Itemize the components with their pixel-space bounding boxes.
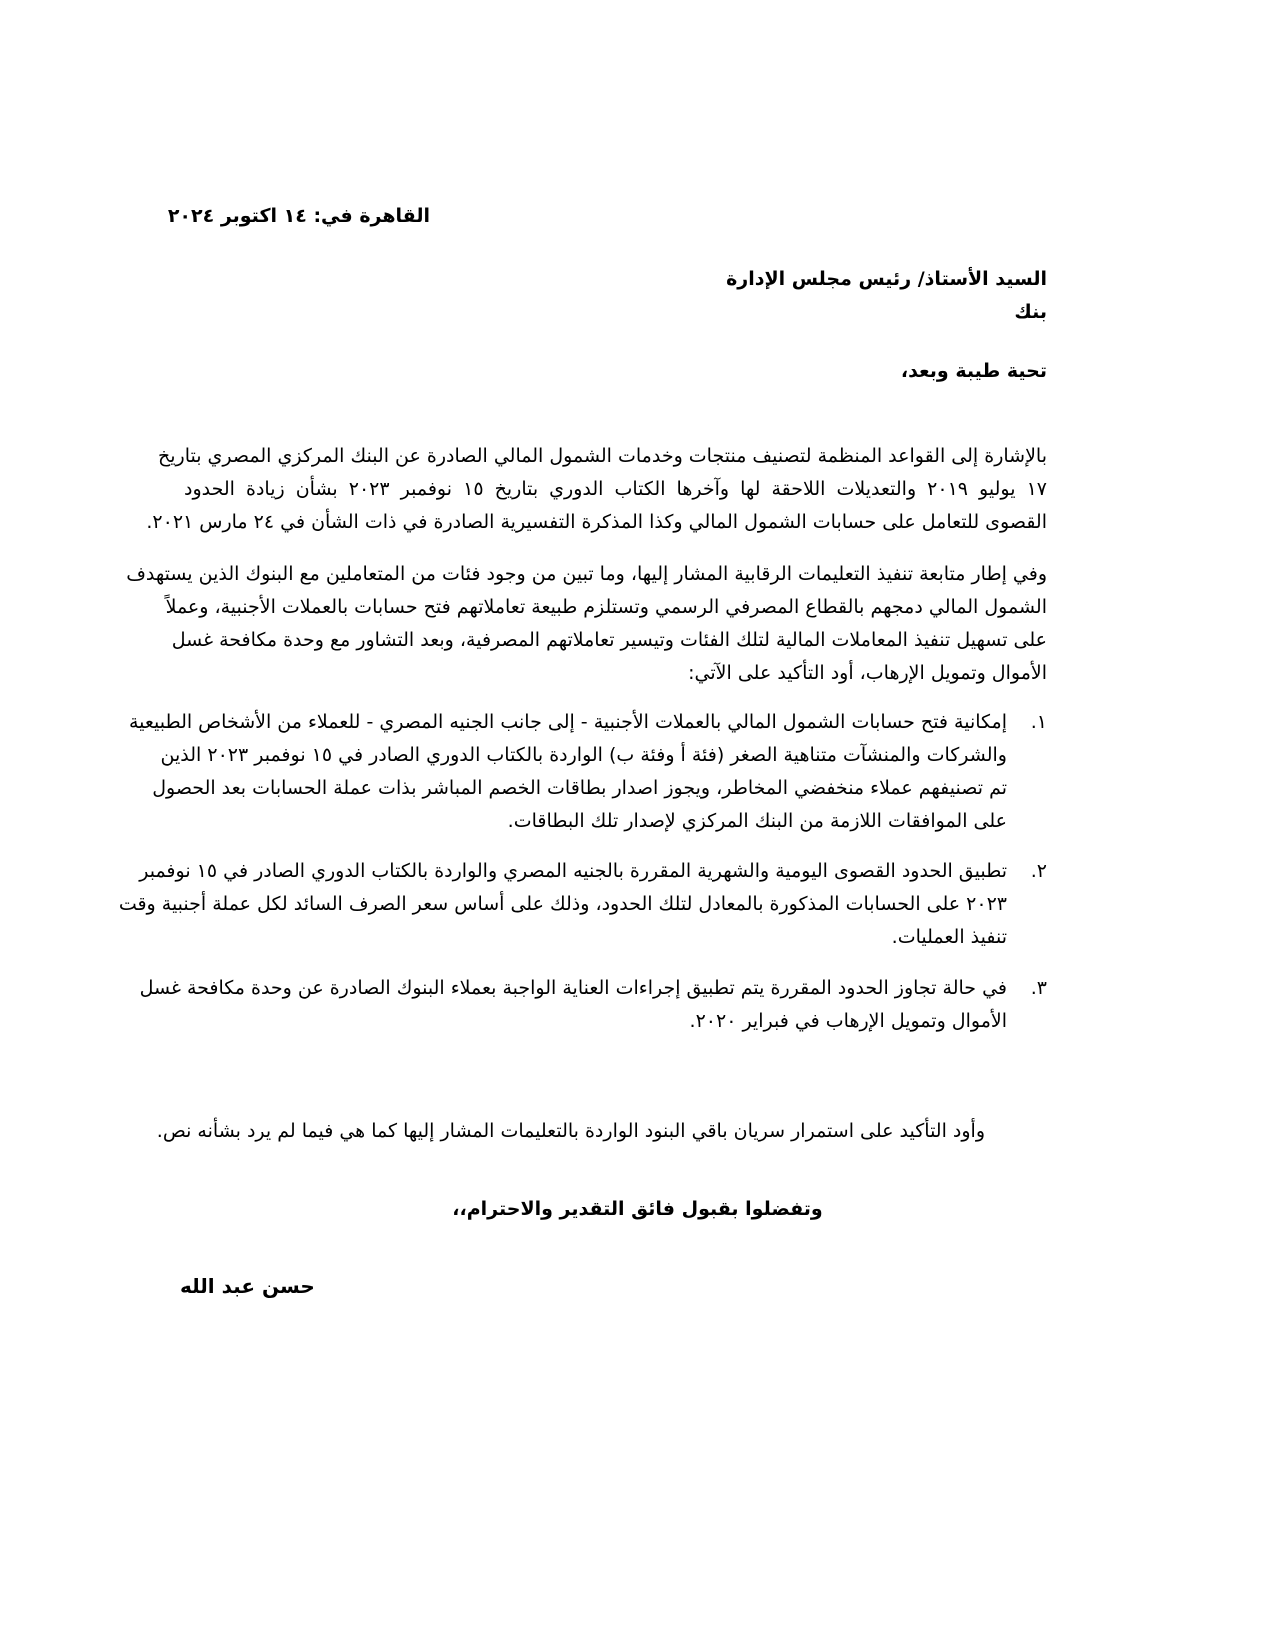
list-item-body	[139, 972, 1007, 1038]
list-item-body	[118, 855, 1007, 954]
paragraph-line: تم تصنيفهم عملاء منخفضي المخاطر، ويجوز اصدار بطاقات الخصم المباشر بذات عملة الحسابات بعد الحصول	[152, 777, 1007, 799]
list-item-body	[128, 706, 1007, 838]
paragraph-line: ٢٠٢٣ على الحسابات المذكورة بالمعادل لتلك الحدود، وذلك على أساس سعر الصرف السائد لكل عملة أجنبية وقت	[118, 893, 1007, 915]
recipient-org: بنك	[1014, 301, 1047, 323]
list-item-number: ٣.	[1030, 977, 1047, 999]
paragraph-line: القصوى للتعامل على حسابات الشمول المالي وكذا المذكرة التفسيرية الصادرة في ذات الشأن في ٢٤ مارس ٢٠٢١.	[146, 511, 1047, 533]
paragraph-line: على تسهيل تنفيذ المعاملات المالية لتلك الفئات وتيسير تعاملاتهم المصرفية، وبعد التشاور مع وحدة مكافحة غسل	[171, 629, 1047, 651]
list-item-3	[139, 972, 1047, 1038]
list-item-2	[118, 855, 1047, 954]
paragraph-line: والشركات والمنشآت متناهية الصغر (فئة أ وفئة ب) الواردة بالكتاب الدوري الصادر في ١٥ نوفمبر ٢٠٢٣ الذين	[160, 744, 1007, 766]
closing-note: وأود التأكيد على استمرار سريان باقي البنود الواردة بالتعليمات المشار إليها كما هي فيما لم يرد بشأنه نص.	[156, 1120, 985, 1142]
paragraph-line: تطبيق الحدود القصوى اليومية والشهرية المقررة بالجنيه المصري والواردة بالكتاب الدوري الصادر في ١٥ نوفمبر	[139, 860, 1007, 882]
paragraph-line: ١٧ يوليو ٢٠١٩ والتعديلات اللاحقة لها وآخرها الكتاب الدوري بتاريخ ١٥ نوفمبر ٢٠٢٣ بشأن زيادة الحدود	[184, 478, 1047, 500]
intro-paragraph	[146, 440, 1047, 539]
paragraph-line: الأموال وتمويل الإرهاب، أود التأكيد على الآتي:	[688, 662, 1047, 684]
list-item-1	[128, 706, 1047, 838]
paragraph-line: في حالة تجاوز الحدود المقررة يتم تطبيق إجراءات العناية الواجبة بعملاء البنوك الصادرة عن وحدة مكافحة غسل	[139, 977, 1007, 999]
list-item-number: ٢.	[1030, 860, 1047, 882]
paragraph-line: إمكانية فتح حسابات الشمول المالي بالعملات الأجنبية - إلى جانب الجنيه المصري - للعملاء من الأشخاص الطبيعية	[128, 711, 1007, 733]
list-item-number: ١.	[1030, 711, 1047, 733]
paragraph-line: الأموال وتمويل الإرهاب في فبراير ٢٠٢٠.	[689, 1010, 1007, 1032]
signatory-name: حسن عبد الله	[180, 1274, 315, 1298]
paragraph-line: الشمول المالي دمجهم بالقطاع المصرفي الرسمي وتستلزم طبيعة تعاملاتهم فتح حسابات بالعملات الأجنبية، وعملاً	[165, 596, 1047, 618]
date-line: القاهرة في: ١٤ اكتوبر ٢٠٢٤	[167, 205, 430, 227]
greeting: تحية طيبة وبعد،	[900, 360, 1047, 382]
paragraph-line: وفي إطار متابعة تنفيذ التعليمات الرقابية المشار إليها، وما تبين من وجود فئات من المتعاملين مع البنوك الذين يستهدف	[126, 563, 1047, 585]
paragraph-line: على الموافقات اللازمة من البنك المركزي لإصدار تلك البطاقات.	[507, 810, 1007, 832]
context-paragraph	[126, 558, 1047, 690]
recipient-title: السيد الأستاذ/ رئيس مجلس الإدارة	[726, 268, 1047, 290]
paragraph-line: تنفيذ العمليات.	[891, 926, 1007, 948]
regards-line: وتفضلوا بقبول فائق التقدير والاحترام،،	[452, 1198, 823, 1220]
paragraph-line: بالإشارة إلى القواعد المنظمة لتصنيف منتجات وخدمات الشمول المالي الصادرة عن البنك المركزي المصري بتاريخ	[157, 445, 1047, 467]
